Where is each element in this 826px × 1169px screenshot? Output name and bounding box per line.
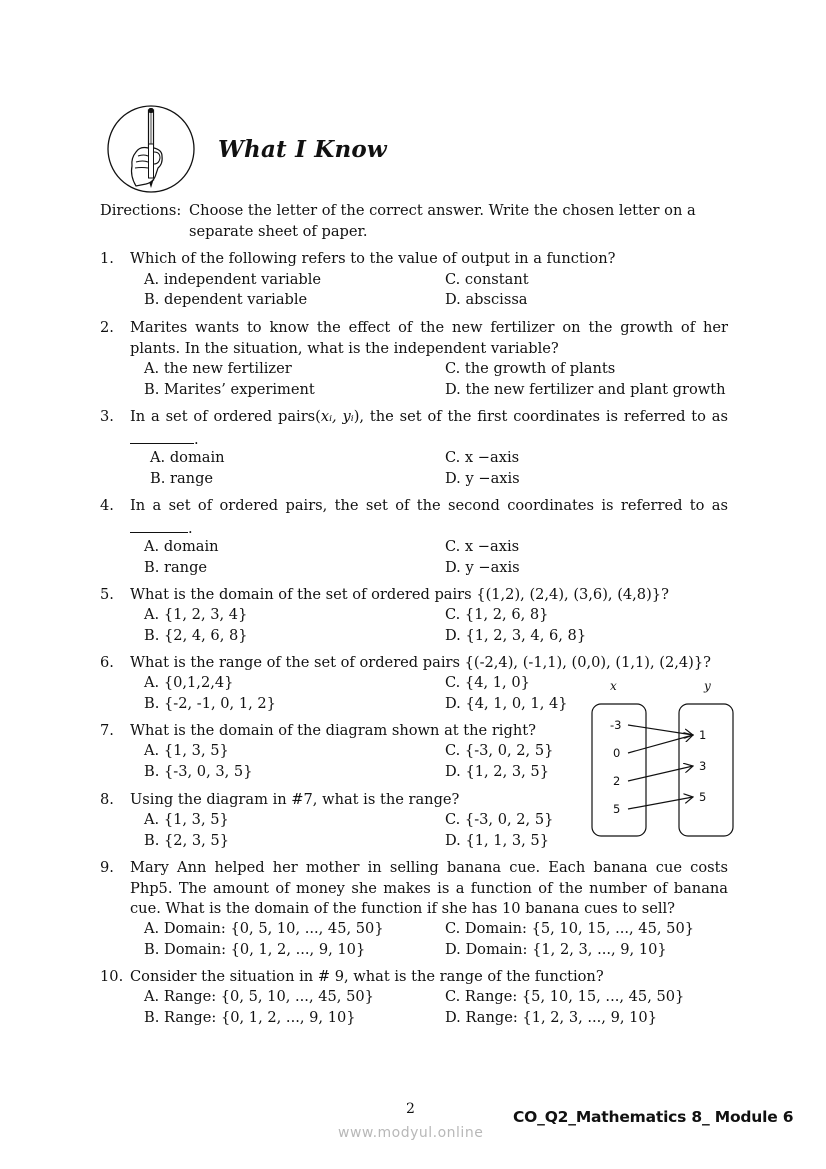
mapping-arrow bbox=[628, 725, 693, 735]
domain-value: 0 bbox=[613, 746, 621, 760]
option-b: B. range bbox=[144, 559, 208, 576]
option-a: A. {1, 3, 5} bbox=[144, 742, 229, 759]
hand-holding-pencil-icon bbox=[106, 104, 196, 194]
range-value: 5 bbox=[699, 790, 707, 804]
question-text: Marites wants to know the effect of the new fertilizer on the growth of her plants. In the situation, what is the independent variable? bbox=[130, 319, 728, 357]
question-text: What is the domain of the diagram shown at the right? bbox=[130, 722, 536, 739]
question-text: Consider the situation in # 9, what is the range of the function? bbox=[130, 968, 604, 985]
mapping-arrow bbox=[628, 735, 693, 753]
question-number: 8. bbox=[100, 791, 114, 808]
option-a: A. Domain: {0, 5, 10, ..., 45, 50} bbox=[144, 920, 384, 937]
option-a: A. Range: {0, 5, 10, ..., 45, 50} bbox=[144, 988, 374, 1005]
y-set-label: y bbox=[704, 680, 711, 693]
question-number: 2. bbox=[100, 319, 114, 336]
option-b: B. dependent variable bbox=[144, 291, 308, 308]
question-number: 7. bbox=[100, 722, 114, 739]
option-a: A. {1, 3, 5} bbox=[144, 811, 229, 828]
section-title: What I Know bbox=[218, 136, 387, 163]
directions-label: Directions: bbox=[100, 202, 182, 219]
option-d: D. y −axis bbox=[445, 559, 520, 576]
question-number: 10. bbox=[100, 968, 124, 985]
option-b: B. range bbox=[150, 470, 214, 487]
option-a: A. {0,1,2,4} bbox=[144, 674, 234, 691]
math-expression: xᵢ, yᵢ bbox=[320, 408, 354, 425]
range-value: 1 bbox=[699, 728, 707, 742]
option-b: B. {2, 3, 5} bbox=[144, 832, 229, 849]
directions-text: Choose the letter of the correct answer. Write the chosen letter on a separate sheet of paper. bbox=[189, 202, 696, 240]
page-number: 2 bbox=[406, 1101, 415, 1117]
option-d: D. Domain: {1, 2, 3, ..., 9, 10} bbox=[445, 941, 667, 958]
question-number: 5. bbox=[100, 586, 114, 603]
option-a: A. domain bbox=[144, 538, 219, 555]
option-b: B. {-3, 0, 3, 5} bbox=[144, 763, 253, 780]
blank-period: . bbox=[188, 520, 193, 537]
question-number: 4. bbox=[100, 497, 114, 514]
question-text: Using the diagram in #7, what is the range? bbox=[130, 791, 460, 808]
option-c: C. Domain: {5, 10, 15, ..., 45, 50} bbox=[445, 920, 695, 937]
option-c: C. Range: {5, 10, 15, ..., 45, 50} bbox=[445, 988, 685, 1005]
domain-value: -3 bbox=[610, 718, 622, 732]
question-number: 9. bbox=[100, 859, 114, 876]
range-value: 3 bbox=[699, 759, 707, 773]
option-c: C. {4, 1, 0} bbox=[445, 674, 530, 691]
option-b: B. Marites’ experiment bbox=[144, 381, 315, 398]
domain-value: 2 bbox=[613, 774, 621, 788]
question-text bbox=[130, 407, 728, 428]
question-text: What is the domain of the set of ordered pairs {(1,2), (2,4), (3,6), (4,8)}? bbox=[130, 586, 669, 603]
option-c: C. {-3, 0, 2, 5} bbox=[445, 811, 554, 828]
option-d: D. Range: {1, 2, 3, ..., 9, 10} bbox=[445, 1009, 658, 1026]
option-c: C. the growth of plants bbox=[445, 360, 616, 377]
option-c: C. {1, 2, 6, 8} bbox=[445, 606, 549, 623]
option-a: A. independent variable bbox=[144, 271, 322, 288]
question-text-part: ), the set of the first coordinates is referred to as bbox=[353, 408, 729, 425]
question-number: 6. bbox=[100, 654, 114, 671]
option-b: B. {2, 4, 6, 8} bbox=[144, 627, 248, 644]
question-text: Mary Ann helped her mother in selling banana cue. Each banana cue costs Php5. The amount of money she makes is a function of the number of banana cue. What is the domain of the function if she has 10 banana cues to sell? bbox=[130, 859, 728, 917]
option-c: C. x −axis bbox=[445, 449, 520, 466]
mapping-arrow bbox=[628, 797, 693, 809]
question-text-part: In a set of ordered pairs( bbox=[130, 408, 321, 425]
option-b: B. {-2, -1, 0, 1, 2} bbox=[144, 695, 276, 712]
option-c: C. {-3, 0, 2, 5} bbox=[445, 742, 554, 759]
question-number: 1. bbox=[100, 250, 114, 267]
question-text: What is the range of the set of ordered pairs {(-2,4), (-1,1), (0,0), (1,1), (2,4)}? bbox=[130, 654, 711, 671]
option-d: D. abscissa bbox=[445, 291, 528, 308]
question-text: In a set of ordered pairs, the set of the second coordinates is referred to as bbox=[130, 497, 728, 514]
blank-period: . bbox=[194, 431, 199, 448]
option-c: C. constant bbox=[445, 271, 529, 288]
option-d: D. {1, 2, 3, 5} bbox=[445, 763, 550, 780]
question-number: 3. bbox=[100, 408, 114, 425]
watermark: www.modyul.online bbox=[338, 1125, 484, 1141]
option-b: B. Range: {0, 1, 2, ..., 9, 10} bbox=[144, 1009, 356, 1026]
option-a: A. {1, 2, 3, 4} bbox=[144, 606, 248, 623]
x-set-label: x bbox=[610, 680, 617, 693]
module-code: CO_Q2_Mathematics 8_ Module 6 bbox=[513, 1108, 794, 1126]
option-d: D. {4, 1, 0, 1, 4} bbox=[445, 695, 568, 712]
option-b: B. Domain: {0, 1, 2, ..., 9, 10} bbox=[144, 941, 366, 958]
option-d: D. the new fertilizer and plant growth bbox=[445, 381, 726, 398]
mapping-arrow bbox=[628, 766, 693, 781]
mapping-diagram bbox=[586, 680, 746, 840]
question-text: Which of the following refers to the value of output in a function? bbox=[130, 250, 616, 267]
option-a: A. domain bbox=[150, 449, 225, 466]
option-d: D. {1, 1, 3, 5} bbox=[445, 832, 550, 849]
option-d: D. y −axis bbox=[445, 470, 520, 487]
domain-value: 5 bbox=[613, 802, 621, 816]
option-c: C. x −axis bbox=[445, 538, 520, 555]
option-d: D. {1, 2, 3, 4, 6, 8} bbox=[445, 627, 587, 644]
option-a: A. the new fertilizer bbox=[144, 360, 292, 377]
